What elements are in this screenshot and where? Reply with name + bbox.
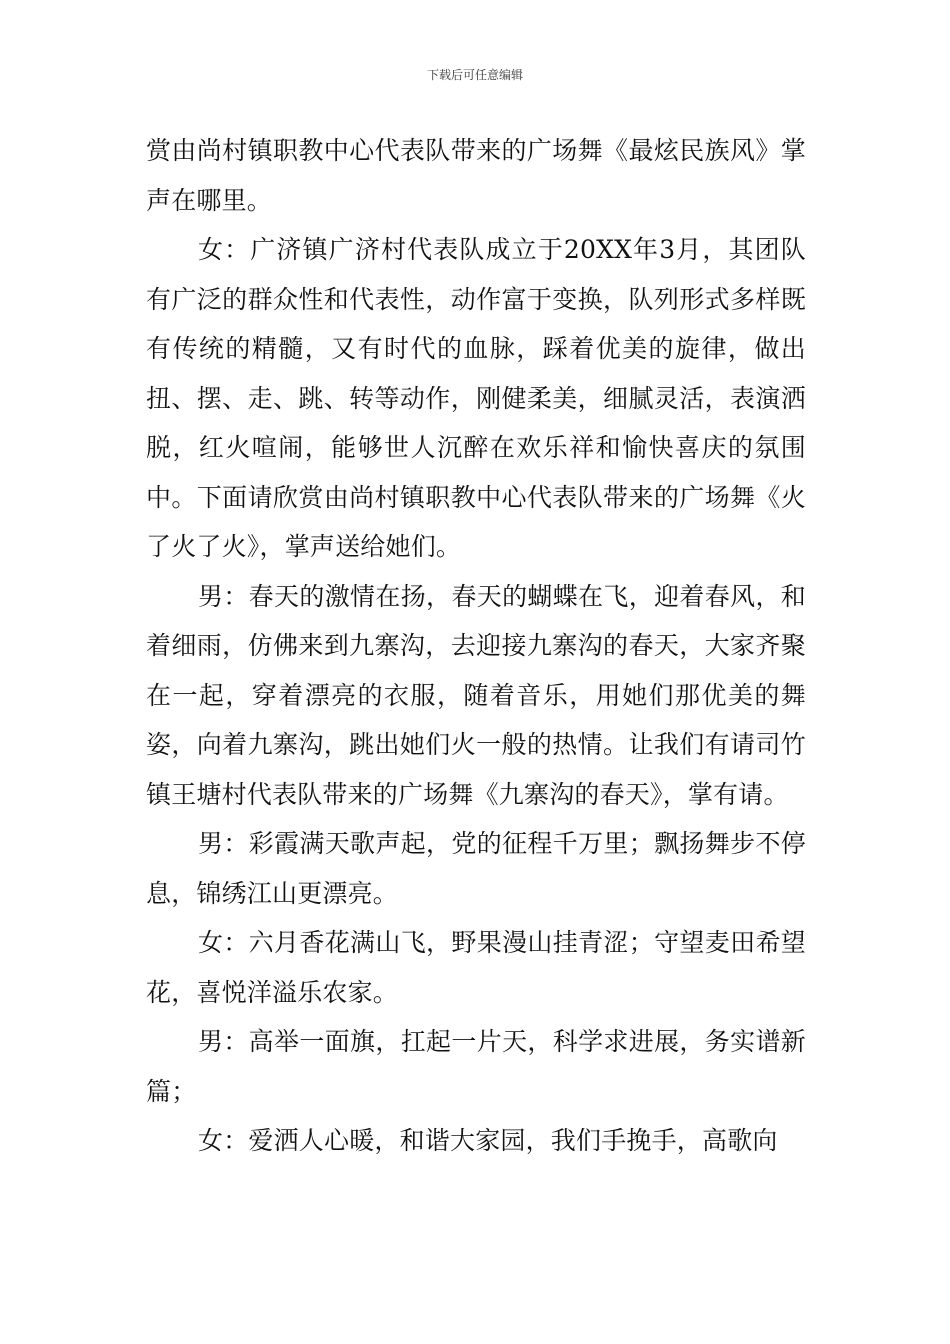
- paragraph-5: 女：六月香花满山飞，野果漫山挂青涩；守望麦田希望花，喜悦洋溢乐农家。: [146, 928, 806, 1007]
- paragraph-3: 男：春天的激情在扬，春天的蝴蝶在飞，迎着春风，和着细雨，仿佛来到九寨沟，去迎接九寨沟的春天，大家齐聚在一起，穿着漂亮的衣服，随着音乐，用她们那优美的舞姿，向着九寨沟，跳出她们火一般的热情。让我们有请司竹镇王塘村代表队带来的广场舞《九寨沟的春天》，掌有请。: [146, 581, 806, 809]
- paragraph-4: 男：彩霞满天歌声起，党的征程千万里；飘扬舞步不停息，锦绣江山更漂亮。: [146, 829, 806, 908]
- document-body: [146, 126, 806, 1166]
- paragraph-7: 女：爱洒人心暖，和谐大家园，我们手挽手，高歌向: [198, 1126, 778, 1155]
- paragraph-2: 女：广济镇广济村代表队成立于20XX年3月，其团队有广泛的群众性和代表性，动作富于变换，队列形式多样既有传统的精髓，又有时代的血脉，踩着优美的旋律，做出扭、摆、走、跳、转等动作，刚健柔美，细腻灵活，表演洒脱，红火喧闹，能够世人沉醉在欢乐祥和愉快喜庆的氛围中。下面请欣赏由尚村镇职教中心代表队带来的广场舞《火了火了火》，掌声送给她们。: [146, 235, 806, 561]
- paragraph-6: 男：高举一面旗，扛起一片天，科学求进展，务实谱新篇；: [146, 1027, 806, 1106]
- paragraph-1: 赏由尚村镇职教中心代表队带来的广场舞《最炫民族风》掌声在哪里。: [146, 136, 806, 215]
- header-note: 下载后可任意编辑: [426, 68, 523, 82]
